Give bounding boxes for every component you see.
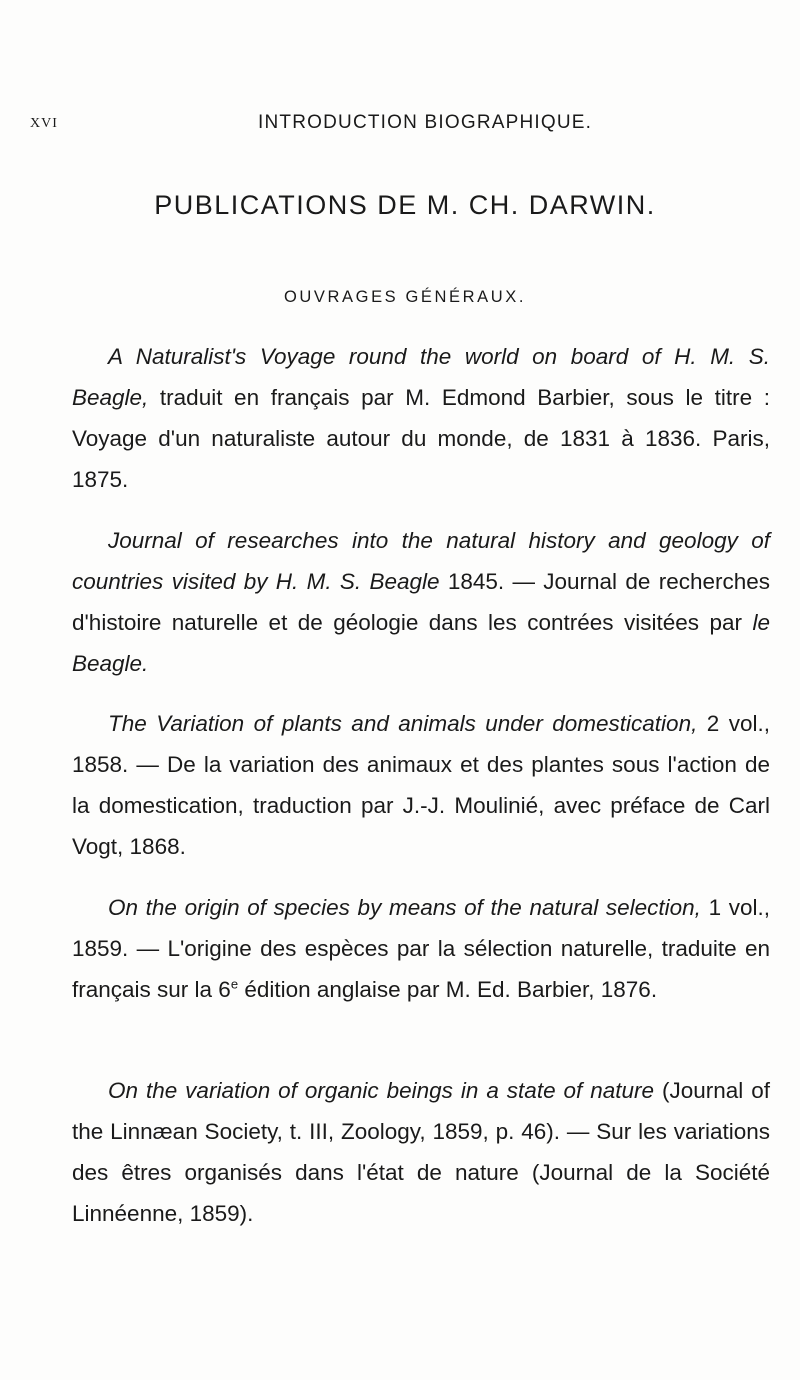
entry-title: Journal of researches into the natural history and geology of countries visited by H. M. S. Beagle [72, 528, 770, 594]
superscript: e [230, 976, 239, 992]
entry-text-italic: le Beagle. [72, 610, 770, 676]
bibliography-entry [72, 703, 770, 867]
bibliography-entry [72, 887, 770, 1010]
entry-text: traduit en français par M. Edmond Barbier, sous le titre : Voyage d'un naturaliste autour du monde, de 1831 à 1836. Paris, 1875. [72, 385, 770, 492]
bibliography-entry [72, 336, 770, 500]
entry-text: 1845. — Journal de recherches d'histoire naturelle et de géologie dans les contrées visitées par [72, 569, 770, 635]
main-heading: PUBLICATIONS DE M. CH. DARWIN. [154, 190, 656, 220]
bibliography-entry [72, 520, 770, 684]
entry-text: 2 vol., 1858. — De la variation des animaux et des plantes sous l'action de la domestication, traduction par J.-J. Moulinié, avec préface de Carl Vogt, 1868. [72, 711, 771, 859]
entry-title: On the variation of organic beings in a state of nature [108, 1078, 655, 1103]
entry-text: (Journal of the Linnæan Society, t. III, Zoology, 1859, p. 46). — Sur les variations des êtres organisés dans l'état de nature (Journal de la Société Linnéenne, 1859). [72, 1078, 770, 1226]
entry-text: 1 vol., 1859. — L'origine des espèces par la sélection naturelle, traduite en français sur la 6 [72, 895, 770, 1002]
section-heading: OUVRAGES GÉNÉRAUX. [283, 288, 527, 306]
entry-title: On the origin of species by means of the natural selection, [108, 895, 701, 920]
entry-text-cont: édition anglaise par M. Ed. Barbier, 1876. [238, 977, 658, 1002]
running-head [30, 112, 770, 142]
running-title: INTRODUCTION BIOGRAPHIQUE. [258, 112, 593, 133]
bibliography-entry [72, 1070, 770, 1234]
page-number: XVI [30, 116, 58, 131]
entry-title: The Variation of plants and animals under domestication, [108, 711, 698, 736]
entry-title: A Naturalist's Voyage round the world on board of H. M. S. Beagle, [72, 344, 770, 410]
